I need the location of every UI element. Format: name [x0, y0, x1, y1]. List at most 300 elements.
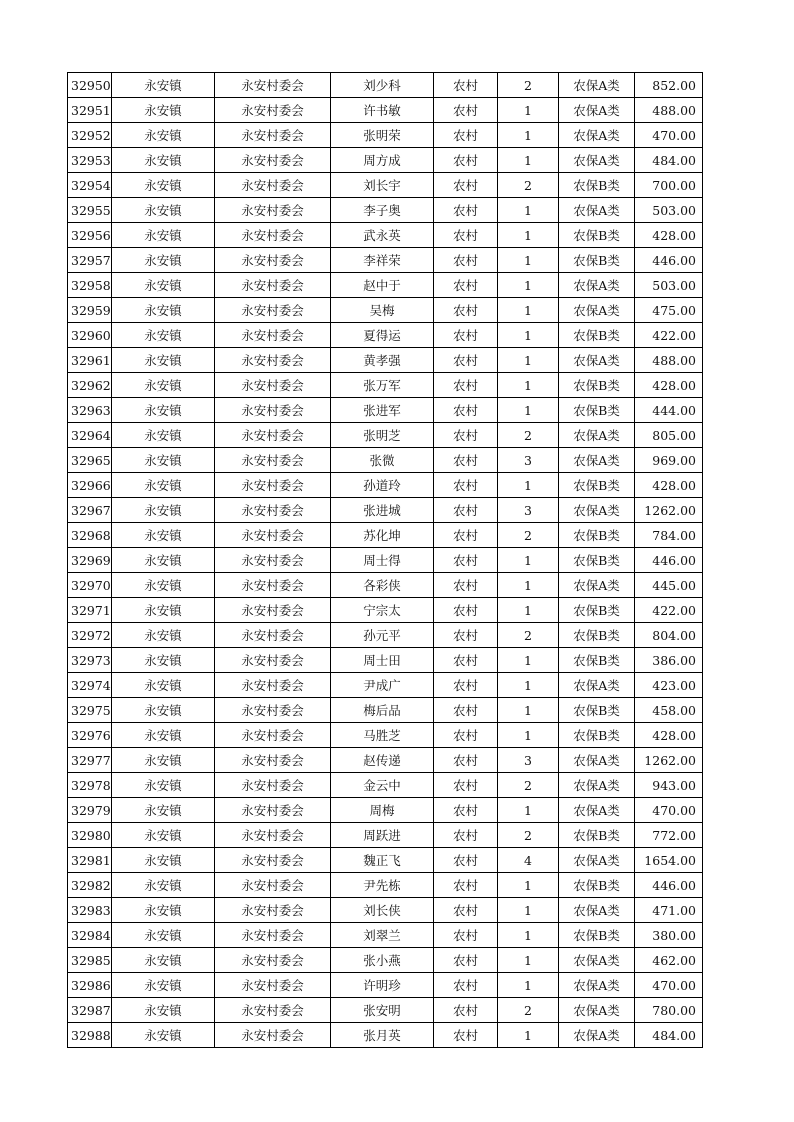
row-id-cell: 32966: [68, 473, 112, 498]
member-count-cell: 1: [498, 98, 559, 123]
person-name-cell: 张月英: [331, 1023, 434, 1048]
household-type-cell: 农村: [434, 223, 498, 248]
row-id-cell: 32983: [68, 898, 112, 923]
member-count-cell: 1: [498, 273, 559, 298]
member-count-cell: 1: [498, 298, 559, 323]
insurance-category-cell: 农保B类: [559, 248, 635, 273]
table-row: [68, 223, 703, 248]
row-id-cell: 32977: [68, 748, 112, 773]
town-cell: 永安镇: [112, 698, 215, 723]
member-count-cell: 1: [498, 323, 559, 348]
person-name-cell: 赵传递: [331, 748, 434, 773]
household-type-cell: 农村: [434, 298, 498, 323]
amount-cell: 422.00: [635, 323, 703, 348]
table-row: [68, 923, 703, 948]
table-row: [68, 998, 703, 1023]
amount-cell: 805.00: [635, 423, 703, 448]
person-name-cell: 黄孝强: [331, 348, 434, 373]
town-cell: 永安镇: [112, 148, 215, 173]
row-id-cell: 32985: [68, 948, 112, 973]
amount-cell: 428.00: [635, 373, 703, 398]
row-id-cell: 32964: [68, 423, 112, 448]
member-count-cell: 2: [498, 623, 559, 648]
village-committee-cell: 永安村委会: [215, 223, 331, 248]
insurance-category-cell: 农保A类: [559, 673, 635, 698]
amount-cell: 1262.00: [635, 498, 703, 523]
person-name-cell: 周方成: [331, 148, 434, 173]
table-row: [68, 698, 703, 723]
table-row: [68, 798, 703, 823]
village-committee-cell: 永安村委会: [215, 623, 331, 648]
amount-cell: 444.00: [635, 398, 703, 423]
member-count-cell: 1: [498, 698, 559, 723]
row-id-cell: 32988: [68, 1023, 112, 1048]
member-count-cell: 2: [498, 773, 559, 798]
town-cell: 永安镇: [112, 323, 215, 348]
member-count-cell: 1: [498, 148, 559, 173]
amount-cell: 700.00: [635, 173, 703, 198]
insurance-category-cell: 农保A类: [559, 198, 635, 223]
household-type-cell: 农村: [434, 173, 498, 198]
village-committee-cell: 永安村委会: [215, 898, 331, 923]
insurance-category-cell: 农保A类: [559, 348, 635, 373]
village-committee-cell: 永安村委会: [215, 498, 331, 523]
table-row: [68, 248, 703, 273]
village-committee-cell: 永安村委会: [215, 948, 331, 973]
person-name-cell: 魏正飞: [331, 848, 434, 873]
household-type-cell: 农村: [434, 873, 498, 898]
village-committee-cell: 永安村委会: [215, 248, 331, 273]
town-cell: 永安镇: [112, 248, 215, 273]
table-row: [68, 423, 703, 448]
town-cell: 永安镇: [112, 598, 215, 623]
amount-cell: 772.00: [635, 823, 703, 848]
household-type-cell: 农村: [434, 623, 498, 648]
village-committee-cell: 永安村委会: [215, 173, 331, 198]
amount-cell: 470.00: [635, 973, 703, 998]
row-id-cell: 32950: [68, 73, 112, 98]
table-row: [68, 123, 703, 148]
person-name-cell: 周士田: [331, 648, 434, 673]
insurance-category-cell: 农保B类: [559, 623, 635, 648]
insurance-category-cell: 农保A类: [559, 848, 635, 873]
person-name-cell: 周跃进: [331, 823, 434, 848]
person-name-cell: 刘长侠: [331, 898, 434, 923]
person-name-cell: 梅后品: [331, 698, 434, 723]
amount-cell: 488.00: [635, 348, 703, 373]
town-cell: 永安镇: [112, 373, 215, 398]
person-name-cell: 孙元平: [331, 623, 434, 648]
person-name-cell: 周梅: [331, 798, 434, 823]
household-type-cell: 农村: [434, 848, 498, 873]
member-count-cell: 1: [498, 898, 559, 923]
person-name-cell: 张进军: [331, 398, 434, 423]
household-type-cell: 农村: [434, 423, 498, 448]
household-type-cell: 农村: [434, 548, 498, 573]
amount-cell: 784.00: [635, 523, 703, 548]
person-name-cell: 李子奥: [331, 198, 434, 223]
household-type-cell: 农村: [434, 673, 498, 698]
household-type-cell: 农村: [434, 348, 498, 373]
insurance-category-cell: 农保A类: [559, 448, 635, 473]
insurance-category-cell: 农保B类: [559, 173, 635, 198]
table-row: [68, 648, 703, 673]
person-name-cell: 马胜芝: [331, 723, 434, 748]
table-row: [68, 873, 703, 898]
table-row: [68, 73, 703, 98]
village-committee-cell: 永安村委会: [215, 398, 331, 423]
table-row: [68, 523, 703, 548]
insurance-category-cell: 农保A类: [559, 573, 635, 598]
village-committee-cell: 永安村委会: [215, 423, 331, 448]
village-committee-cell: 永安村委会: [215, 573, 331, 598]
person-name-cell: 夏得运: [331, 323, 434, 348]
member-count-cell: 1: [498, 348, 559, 373]
member-count-cell: 1: [498, 398, 559, 423]
town-cell: 永安镇: [112, 723, 215, 748]
insurance-category-cell: 农保B类: [559, 598, 635, 623]
insurance-category-cell: 农保B类: [559, 923, 635, 948]
town-cell: 永安镇: [112, 573, 215, 598]
person-name-cell: 各彩侠: [331, 573, 434, 598]
household-type-cell: 农村: [434, 698, 498, 723]
row-id-cell: 32970: [68, 573, 112, 598]
town-cell: 永安镇: [112, 748, 215, 773]
town-cell: 永安镇: [112, 948, 215, 973]
insurance-category-cell: 农保B类: [559, 523, 635, 548]
household-type-cell: 农村: [434, 798, 498, 823]
town-cell: 永安镇: [112, 648, 215, 673]
household-type-cell: 农村: [434, 498, 498, 523]
row-id-cell: 32963: [68, 398, 112, 423]
amount-cell: 380.00: [635, 923, 703, 948]
village-committee-cell: 永安村委会: [215, 748, 331, 773]
village-committee-cell: 永安村委会: [215, 723, 331, 748]
amount-cell: 446.00: [635, 548, 703, 573]
village-committee-cell: 永安村委会: [215, 798, 331, 823]
amount-cell: 428.00: [635, 473, 703, 498]
person-name-cell: 许明珍: [331, 973, 434, 998]
row-id-cell: 32982: [68, 873, 112, 898]
member-count-cell: 1: [498, 373, 559, 398]
insurance-category-cell: 农保A类: [559, 898, 635, 923]
town-cell: 永安镇: [112, 123, 215, 148]
village-committee-cell: 永安村委会: [215, 873, 331, 898]
household-type-cell: 农村: [434, 373, 498, 398]
table-row: [68, 848, 703, 873]
row-id-cell: 32971: [68, 598, 112, 623]
row-id-cell: 32957: [68, 248, 112, 273]
amount-cell: 423.00: [635, 673, 703, 698]
person-name-cell: 尹先栋: [331, 873, 434, 898]
town-cell: 永安镇: [112, 98, 215, 123]
table-row: [68, 323, 703, 348]
member-count-cell: 1: [498, 923, 559, 948]
amount-cell: 1654.00: [635, 848, 703, 873]
row-id-cell: 32960: [68, 323, 112, 348]
member-count-cell: 1: [498, 973, 559, 998]
village-committee-cell: 永安村委会: [215, 473, 331, 498]
row-id-cell: 32979: [68, 798, 112, 823]
table-row: [68, 548, 703, 573]
amount-cell: 1262.00: [635, 748, 703, 773]
amount-cell: 484.00: [635, 1023, 703, 1048]
row-id-cell: 32981: [68, 848, 112, 873]
row-id-cell: 32974: [68, 673, 112, 698]
town-cell: 永安镇: [112, 523, 215, 548]
insurance-category-cell: 农保A类: [559, 298, 635, 323]
table-body: [68, 73, 703, 1048]
household-type-cell: 农村: [434, 473, 498, 498]
town-cell: 永安镇: [112, 223, 215, 248]
member-count-cell: 2: [498, 73, 559, 98]
village-committee-cell: 永安村委会: [215, 73, 331, 98]
member-count-cell: 3: [498, 498, 559, 523]
household-type-cell: 农村: [434, 1023, 498, 1048]
town-cell: 永安镇: [112, 623, 215, 648]
person-name-cell: 刘翠兰: [331, 923, 434, 948]
row-id-cell: 32978: [68, 773, 112, 798]
member-count-cell: 1: [498, 248, 559, 273]
member-count-cell: 4: [498, 848, 559, 873]
village-committee-cell: 永安村委会: [215, 923, 331, 948]
household-type-cell: 农村: [434, 648, 498, 673]
insurance-category-cell: 农保A类: [559, 273, 635, 298]
row-id-cell: 32958: [68, 273, 112, 298]
amount-cell: 780.00: [635, 998, 703, 1023]
person-name-cell: 张进城: [331, 498, 434, 523]
insurance-category-cell: 农保B类: [559, 648, 635, 673]
insurance-category-cell: 农保A类: [559, 98, 635, 123]
amount-cell: 428.00: [635, 723, 703, 748]
village-committee-cell: 永安村委会: [215, 123, 331, 148]
village-committee-cell: 永安村委会: [215, 598, 331, 623]
person-name-cell: 金云中: [331, 773, 434, 798]
town-cell: 永安镇: [112, 773, 215, 798]
insurance-category-cell: 农保B类: [559, 473, 635, 498]
amount-cell: 470.00: [635, 123, 703, 148]
insurance-category-cell: 农保A类: [559, 998, 635, 1023]
insurance-category-cell: 农保A类: [559, 948, 635, 973]
village-committee-cell: 永安村委会: [215, 448, 331, 473]
amount-cell: 428.00: [635, 223, 703, 248]
town-cell: 永安镇: [112, 173, 215, 198]
amount-cell: 484.00: [635, 148, 703, 173]
row-id-cell: 32972: [68, 623, 112, 648]
row-id-cell: 32973: [68, 648, 112, 673]
table-row: [68, 673, 703, 698]
person-name-cell: 尹成广: [331, 673, 434, 698]
member-count-cell: 2: [498, 823, 559, 848]
person-name-cell: 张小燕: [331, 948, 434, 973]
data-table: [67, 72, 703, 1048]
member-count-cell: 1: [498, 598, 559, 623]
insurance-category-cell: 农保B类: [559, 698, 635, 723]
insurance-category-cell: 农保B类: [559, 823, 635, 848]
table-row: [68, 148, 703, 173]
insurance-category-cell: 农保A类: [559, 498, 635, 523]
insurance-category-cell: 农保A类: [559, 973, 635, 998]
person-name-cell: 苏化坤: [331, 523, 434, 548]
member-count-cell: 2: [498, 523, 559, 548]
town-cell: 永安镇: [112, 798, 215, 823]
amount-cell: 422.00: [635, 598, 703, 623]
household-type-cell: 农村: [434, 723, 498, 748]
table-row: [68, 948, 703, 973]
member-count-cell: 1: [498, 673, 559, 698]
person-name-cell: 周士得: [331, 548, 434, 573]
table-row: [68, 448, 703, 473]
insurance-category-cell: 农保B类: [559, 548, 635, 573]
table-row: [68, 773, 703, 798]
household-type-cell: 农村: [434, 773, 498, 798]
town-cell: 永安镇: [112, 673, 215, 698]
household-type-cell: 农村: [434, 398, 498, 423]
insurance-category-cell: 农保A类: [559, 73, 635, 98]
table-row: [68, 298, 703, 323]
town-cell: 永安镇: [112, 848, 215, 873]
person-name-cell: 张万军: [331, 373, 434, 398]
household-type-cell: 农村: [434, 123, 498, 148]
row-id-cell: 32965: [68, 448, 112, 473]
row-id-cell: 32955: [68, 198, 112, 223]
table-row: [68, 1023, 703, 1048]
insurance-category-cell: 农保A类: [559, 423, 635, 448]
member-count-cell: 1: [498, 548, 559, 573]
table-row: [68, 273, 703, 298]
insurance-category-cell: 农保B类: [559, 398, 635, 423]
town-cell: 永安镇: [112, 1023, 215, 1048]
amount-cell: 475.00: [635, 298, 703, 323]
member-count-cell: 2: [498, 173, 559, 198]
town-cell: 永安镇: [112, 273, 215, 298]
person-name-cell: 李祥荣: [331, 248, 434, 273]
member-count-cell: 3: [498, 748, 559, 773]
person-name-cell: 孙道玲: [331, 473, 434, 498]
village-committee-cell: 永安村委会: [215, 298, 331, 323]
village-committee-cell: 永安村委会: [215, 673, 331, 698]
village-committee-cell: 永安村委会: [215, 198, 331, 223]
person-name-cell: 张明荣: [331, 123, 434, 148]
village-committee-cell: 永安村委会: [215, 548, 331, 573]
member-count-cell: 2: [498, 423, 559, 448]
person-name-cell: 宁宗太: [331, 598, 434, 623]
row-id-cell: 32986: [68, 973, 112, 998]
village-committee-cell: 永安村委会: [215, 823, 331, 848]
town-cell: 永安镇: [112, 873, 215, 898]
member-count-cell: 1: [498, 123, 559, 148]
person-name-cell: 武永英: [331, 223, 434, 248]
table-row: [68, 748, 703, 773]
insurance-category-cell: 农保B类: [559, 223, 635, 248]
row-id-cell: 32975: [68, 698, 112, 723]
village-committee-cell: 永安村委会: [215, 648, 331, 673]
village-committee-cell: 永安村委会: [215, 348, 331, 373]
amount-cell: 446.00: [635, 248, 703, 273]
row-id-cell: 32968: [68, 523, 112, 548]
row-id-cell: 32980: [68, 823, 112, 848]
village-committee-cell: 永安村委会: [215, 848, 331, 873]
insurance-category-cell: 农保A类: [559, 1023, 635, 1048]
household-type-cell: 农村: [434, 73, 498, 98]
table-row: [68, 598, 703, 623]
amount-cell: 471.00: [635, 898, 703, 923]
household-type-cell: 农村: [434, 598, 498, 623]
town-cell: 永安镇: [112, 498, 215, 523]
village-committee-cell: 永安村委会: [215, 698, 331, 723]
member-count-cell: 1: [498, 648, 559, 673]
town-cell: 永安镇: [112, 823, 215, 848]
member-count-cell: 3: [498, 448, 559, 473]
household-type-cell: 农村: [434, 273, 498, 298]
table-row: [68, 373, 703, 398]
person-name-cell: 吴梅: [331, 298, 434, 323]
table-row: [68, 173, 703, 198]
town-cell: 永安镇: [112, 423, 215, 448]
person-name-cell: 张明芝: [331, 423, 434, 448]
village-committee-cell: 永安村委会: [215, 973, 331, 998]
village-committee-cell: 永安村委会: [215, 98, 331, 123]
town-cell: 永安镇: [112, 73, 215, 98]
table-row: [68, 498, 703, 523]
amount-cell: 943.00: [635, 773, 703, 798]
insurance-category-cell: 农保B类: [559, 373, 635, 398]
household-type-cell: 农村: [434, 998, 498, 1023]
town-cell: 永安镇: [112, 298, 215, 323]
member-count-cell: 1: [498, 473, 559, 498]
table-row: [68, 898, 703, 923]
row-id-cell: 32951: [68, 98, 112, 123]
amount-cell: 969.00: [635, 448, 703, 473]
row-id-cell: 32959: [68, 298, 112, 323]
insurance-category-cell: 农保A类: [559, 123, 635, 148]
person-name-cell: 张安明: [331, 998, 434, 1023]
member-count-cell: 1: [498, 198, 559, 223]
household-type-cell: 农村: [434, 973, 498, 998]
amount-cell: 488.00: [635, 98, 703, 123]
household-type-cell: 农村: [434, 823, 498, 848]
household-type-cell: 农村: [434, 323, 498, 348]
amount-cell: 503.00: [635, 273, 703, 298]
table-row: [68, 98, 703, 123]
person-name-cell: 张微: [331, 448, 434, 473]
household-type-cell: 农村: [434, 448, 498, 473]
household-type-cell: 农村: [434, 148, 498, 173]
row-id-cell: 32962: [68, 373, 112, 398]
amount-cell: 386.00: [635, 648, 703, 673]
member-count-cell: 1: [498, 223, 559, 248]
amount-cell: 804.00: [635, 623, 703, 648]
table-row: [68, 723, 703, 748]
person-name-cell: 许书敏: [331, 98, 434, 123]
household-type-cell: 农村: [434, 748, 498, 773]
member-count-cell: 1: [498, 723, 559, 748]
table-row: [68, 348, 703, 373]
table-row: [68, 573, 703, 598]
row-id-cell: 32953: [68, 148, 112, 173]
table-row: [68, 198, 703, 223]
town-cell: 永安镇: [112, 473, 215, 498]
member-count-cell: 1: [498, 948, 559, 973]
row-id-cell: 32956: [68, 223, 112, 248]
person-name-cell: 刘少科: [331, 73, 434, 98]
row-id-cell: 32969: [68, 548, 112, 573]
village-committee-cell: 永安村委会: [215, 273, 331, 298]
insurance-category-cell: 农保B类: [559, 723, 635, 748]
town-cell: 永安镇: [112, 348, 215, 373]
household-type-cell: 农村: [434, 523, 498, 548]
insurance-category-cell: 农保B类: [559, 323, 635, 348]
